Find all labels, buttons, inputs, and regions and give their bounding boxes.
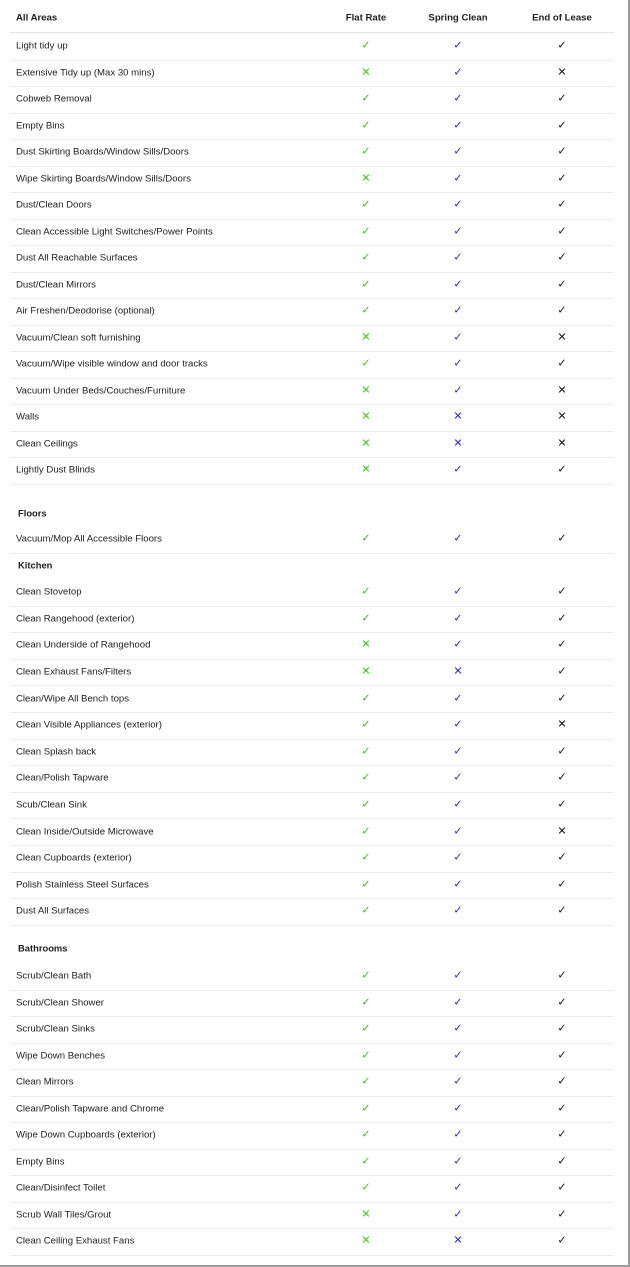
service-label: Vacuum/Mop All Accessible Floors: [16, 533, 162, 545]
end-of-lease-check-icon: ✓: [557, 1128, 567, 1141]
table-row: [10, 86, 614, 114]
service-label: Scub/Clean Sink: [16, 799, 87, 811]
service-label: Polish Stainless Steel Surfaces: [16, 879, 149, 891]
flat-rate-check-icon: ✓: [361, 692, 371, 705]
table-row: [10, 898, 614, 926]
spring-clean-check-icon: ✓: [453, 585, 463, 598]
table-row: [10, 1069, 614, 1097]
flat-rate-cross-icon: ✕: [361, 638, 371, 651]
table-row: [10, 579, 614, 607]
service-label: Clean Ceilings: [16, 438, 78, 450]
service-label: Empty Bins: [16, 1156, 65, 1168]
service-label: Vacuum/Clean soft furnishing: [16, 332, 141, 344]
flat-rate-check-icon: ✓: [361, 225, 371, 238]
end-of-lease-check-icon: ✓: [557, 92, 567, 105]
section-heading-label: Floors: [18, 507, 47, 519]
service-label: Clean Accessible Light Switches/Power Points: [16, 226, 213, 238]
spring-clean-check-icon: ✓: [453, 532, 463, 545]
spring-clean-check-icon: ✓: [453, 1155, 463, 1168]
flat-rate-check-icon: ✓: [361, 745, 371, 758]
flat-rate-check-icon: ✓: [361, 851, 371, 864]
spring-clean-check-icon: ✓: [453, 904, 463, 917]
end-of-lease-check-icon: ✓: [557, 278, 567, 291]
spring-clean-check-icon: ✓: [453, 251, 463, 264]
spring-clean-check-icon: ✓: [453, 718, 463, 731]
spring-clean-check-icon: ✓: [453, 92, 463, 105]
end-of-lease-check-icon: ✓: [557, 225, 567, 238]
section-heading-bathrooms: [10, 932, 614, 964]
service-label: Scrub/Clean Bath: [16, 970, 92, 982]
flat-rate-check-icon: ✓: [361, 1102, 371, 1115]
spring-clean-cross-icon: ✕: [453, 437, 463, 450]
spring-clean-check-icon: ✓: [453, 463, 463, 476]
service-label: Air Freshen/Deodorise (optional): [16, 305, 155, 317]
header-end-of-lease: End of Lease: [532, 12, 592, 24]
flat-rate-check-icon: ✓: [361, 1022, 371, 1035]
spring-clean-check-icon: ✓: [453, 745, 463, 758]
end-of-lease-check-icon: ✓: [557, 771, 567, 784]
end-of-lease-cross-icon: ✕: [557, 384, 567, 397]
end-of-lease-check-icon: ✓: [557, 119, 567, 132]
spring-clean-check-icon: ✓: [453, 145, 463, 158]
end-of-lease-check-icon: ✓: [557, 1208, 567, 1221]
table-row: [10, 526, 614, 554]
flat-rate-cross-icon: ✕: [361, 437, 371, 450]
spring-clean-check-icon: ✓: [453, 1022, 463, 1035]
service-label: Wipe Down Benches: [16, 1050, 106, 1062]
spring-clean-check-icon: ✓: [453, 1075, 463, 1088]
end-of-lease-check-icon: ✓: [557, 1022, 567, 1035]
service-label: Clean/Polish Tapware: [16, 772, 109, 784]
section-heading-floors: [10, 500, 614, 526]
spring-clean-check-icon: ✓: [453, 612, 463, 625]
end-of-lease-check-icon: ✓: [557, 39, 567, 52]
table-row: [10, 739, 614, 767]
service-label: Clean Visible Appliances (exterior): [16, 719, 162, 731]
flat-rate-check-icon: ✓: [361, 718, 371, 731]
service-label: Clean Splash back: [16, 746, 96, 758]
end-of-lease-check-icon: ✓: [557, 904, 567, 917]
spring-clean-check-icon: ✓: [453, 304, 463, 317]
flat-rate-cross-icon: ✕: [361, 1234, 371, 1247]
table-row: [10, 139, 614, 167]
table-row: [10, 272, 614, 300]
service-label: Clean Underside of Rangehood: [16, 639, 151, 651]
spring-clean-check-icon: ✓: [453, 198, 463, 211]
table-row: [10, 166, 614, 194]
table-row: [10, 404, 614, 432]
flat-rate-check-icon: ✓: [361, 198, 371, 211]
table-row: [10, 113, 614, 141]
service-label: Vacuum Under Beds/Couches/Furniture: [16, 385, 186, 397]
service-label: Lightly Dust Blinds: [16, 464, 95, 476]
section-heading-label: Kitchen: [18, 559, 53, 571]
section-heading-kitchen: [10, 552, 614, 578]
table-row: [10, 351, 614, 379]
flat-rate-cross-icon: ✕: [361, 463, 371, 476]
flat-rate-cross-icon: ✕: [361, 66, 371, 79]
flat-rate-check-icon: ✓: [361, 969, 371, 982]
table-header: [10, 4, 614, 33]
header-all-areas: All Areas: [16, 12, 58, 24]
end-of-lease-check-icon: ✓: [557, 1049, 567, 1062]
end-of-lease-check-icon: ✓: [557, 304, 567, 317]
table-row: [10, 192, 614, 220]
flat-rate-check-icon: ✓: [361, 1181, 371, 1194]
end-of-lease-check-icon: ✓: [557, 996, 567, 1009]
end-of-lease-check-icon: ✓: [557, 969, 567, 982]
end-of-lease-check-icon: ✓: [557, 1155, 567, 1168]
end-of-lease-check-icon: ✓: [557, 198, 567, 211]
end-of-lease-check-icon: ✓: [557, 692, 567, 705]
table-row: [10, 1202, 614, 1230]
end-of-lease-check-icon: ✓: [557, 745, 567, 758]
service-label: Walls: [16, 411, 40, 423]
header-flat-rate: Flat Rate: [345, 12, 387, 24]
end-of-lease-check-icon: ✓: [557, 585, 567, 598]
end-of-lease-check-icon: ✓: [557, 851, 567, 864]
flat-rate-check-icon: ✓: [361, 357, 371, 370]
end-of-lease-cross-icon: ✕: [557, 825, 567, 838]
end-of-lease-check-icon: ✓: [557, 357, 567, 370]
end-of-lease-cross-icon: ✕: [557, 410, 567, 423]
table-row: [10, 219, 614, 247]
service-label: Clean/Polish Tapware and Chrome: [16, 1103, 165, 1115]
end-of-lease-cross-icon: ✕: [557, 66, 567, 79]
table-row: [10, 963, 614, 991]
table-row: [10, 1043, 614, 1071]
flat-rate-check-icon: ✓: [361, 1128, 371, 1141]
service-label: Dust All Surfaces: [16, 905, 90, 917]
end-of-lease-check-icon: ✓: [557, 1102, 567, 1115]
table-row: [10, 1096, 614, 1124]
spring-clean-check-icon: ✓: [453, 996, 463, 1009]
flat-rate-check-icon: ✓: [361, 251, 371, 264]
table-row: [10, 457, 614, 485]
flat-rate-check-icon: ✓: [361, 278, 371, 291]
service-label: Clean/Disinfect Toilet: [16, 1182, 106, 1194]
flat-rate-cross-icon: ✕: [361, 665, 371, 678]
table-row: [10, 1228, 614, 1256]
table-row: [10, 1175, 614, 1203]
table-row: [10, 378, 614, 406]
spring-clean-check-icon: ✓: [453, 969, 463, 982]
flat-rate-check-icon: ✓: [361, 825, 371, 838]
section-heading-label: Bathrooms: [18, 942, 68, 954]
spring-clean-check-icon: ✓: [453, 851, 463, 864]
flat-rate-check-icon: ✓: [361, 119, 371, 132]
end-of-lease-check-icon: ✓: [557, 1075, 567, 1088]
service-label: Dust All Reachable Surfaces: [16, 252, 138, 264]
spring-clean-cross-icon: ✕: [453, 1234, 463, 1247]
flat-rate-cross-icon: ✕: [361, 172, 371, 185]
service-label: Wipe Down Cupboards (exterior): [16, 1129, 156, 1141]
flat-rate-check-icon: ✓: [361, 904, 371, 917]
flat-rate-check-icon: ✓: [361, 1049, 371, 1062]
table-row: [10, 325, 614, 353]
service-label: Extensive Tidy up (Max 30 mins): [16, 67, 155, 79]
service-label: Clean Exhaust Fans/Filters: [16, 666, 132, 678]
flat-rate-check-icon: ✓: [361, 39, 371, 52]
end-of-lease-check-icon: ✓: [557, 463, 567, 476]
service-label: Scrub/Clean Shower: [16, 997, 104, 1009]
end-of-lease-check-icon: ✓: [557, 1234, 567, 1247]
spring-clean-check-icon: ✓: [453, 1181, 463, 1194]
end-of-lease-check-icon: ✓: [557, 172, 567, 185]
service-label: Clean Mirrors: [16, 1076, 74, 1088]
service-label: Scrub Wall Tiles/Grout: [16, 1209, 112, 1221]
spring-clean-check-icon: ✓: [453, 225, 463, 238]
table-row: [10, 298, 614, 326]
service-label: Clean Cupboards (exterior): [16, 852, 132, 864]
spring-clean-check-icon: ✓: [453, 384, 463, 397]
table-row: [10, 431, 614, 459]
table-row: [10, 818, 614, 846]
end-of-lease-check-icon: ✓: [557, 251, 567, 264]
service-label: Light tidy up: [16, 40, 68, 52]
table-row: [10, 765, 614, 793]
service-label: Scrub/Clean Sinks: [16, 1023, 95, 1035]
header-spring-clean: Spring Clean: [428, 12, 488, 24]
end-of-lease-check-icon: ✓: [557, 532, 567, 545]
spring-clean-check-icon: ✓: [453, 798, 463, 811]
table-row: [10, 1016, 614, 1044]
flat-rate-check-icon: ✓: [361, 1155, 371, 1168]
service-label: Dust Skirting Boards/Window Sills/Doors: [16, 146, 189, 158]
table-row: [10, 606, 614, 634]
flat-rate-check-icon: ✓: [361, 996, 371, 1009]
spring-clean-check-icon: ✓: [453, 357, 463, 370]
spring-clean-check-icon: ✓: [453, 278, 463, 291]
spring-clean-check-icon: ✓: [453, 119, 463, 132]
end-of-lease-check-icon: ✓: [557, 665, 567, 678]
spring-clean-cross-icon: ✕: [453, 410, 463, 423]
flat-rate-cross-icon: ✕: [361, 410, 371, 423]
table-row: [10, 712, 614, 740]
end-of-lease-check-icon: ✓: [557, 878, 567, 891]
service-label: Clean Rangehood (exterior): [16, 613, 135, 625]
table-row: [10, 33, 614, 61]
flat-rate-check-icon: ✓: [361, 1075, 371, 1088]
end-of-lease-check-icon: ✓: [557, 638, 567, 651]
end-of-lease-check-icon: ✓: [557, 145, 567, 158]
flat-rate-cross-icon: ✕: [361, 384, 371, 397]
spring-clean-check-icon: ✓: [453, 172, 463, 185]
spring-clean-check-icon: ✓: [453, 331, 463, 344]
table-row: [10, 872, 614, 900]
spring-clean-check-icon: ✓: [453, 638, 463, 651]
service-label: Dust/Clean Doors: [16, 199, 92, 211]
flat-rate-check-icon: ✓: [361, 532, 371, 545]
flat-rate-check-icon: ✓: [361, 304, 371, 317]
table-row: [10, 659, 614, 687]
spring-clean-check-icon: ✓: [453, 825, 463, 838]
service-label: Wipe Skirting Boards/Window Sills/Doors: [16, 173, 191, 185]
table-row: [10, 1149, 614, 1177]
flat-rate-check-icon: ✓: [361, 612, 371, 625]
table-row: [10, 990, 614, 1018]
spring-clean-cross-icon: ✕: [453, 665, 463, 678]
flat-rate-cross-icon: ✕: [361, 331, 371, 344]
table-row: [10, 1122, 614, 1150]
end-of-lease-check-icon: ✓: [557, 798, 567, 811]
flat-rate-check-icon: ✓: [361, 585, 371, 598]
service-label: Clean Inside/Outside Microwave: [16, 826, 154, 838]
table-row: [10, 245, 614, 273]
spring-clean-check-icon: ✓: [453, 1128, 463, 1141]
flat-rate-check-icon: ✓: [361, 771, 371, 784]
spring-clean-check-icon: ✓: [453, 66, 463, 79]
spring-clean-check-icon: ✓: [453, 771, 463, 784]
spring-clean-check-icon: ✓: [453, 1102, 463, 1115]
service-label: Dust/Clean Mirrors: [16, 279, 96, 291]
end-of-lease-cross-icon: ✕: [557, 718, 567, 731]
table-row: [10, 845, 614, 873]
spring-clean-check-icon: ✓: [453, 1208, 463, 1221]
service-label: Vacuum/Wipe visible window and door tracks: [16, 358, 208, 370]
flat-rate-check-icon: ✓: [361, 878, 371, 891]
service-label: Cobweb Removal: [16, 93, 92, 105]
service-label: Clean Stovetop: [16, 586, 82, 598]
spring-clean-check-icon: ✓: [453, 692, 463, 705]
table-row: [10, 60, 614, 88]
service-label: Clean Ceiling Exhaust Fans: [16, 1235, 135, 1247]
table-row: [10, 685, 614, 713]
service-label: Empty Bins: [16, 120, 65, 132]
end-of-lease-check-icon: ✓: [557, 612, 567, 625]
end-of-lease-check-icon: ✓: [557, 1181, 567, 1194]
table-row: [10, 792, 614, 820]
flat-rate-check-icon: ✓: [361, 92, 371, 105]
spring-clean-check-icon: ✓: [453, 878, 463, 891]
table-row: [10, 632, 614, 660]
end-of-lease-cross-icon: ✕: [557, 331, 567, 344]
flat-rate-check-icon: ✓: [361, 145, 371, 158]
end-of-lease-cross-icon: ✕: [557, 437, 567, 450]
flat-rate-check-icon: ✓: [361, 798, 371, 811]
flat-rate-cross-icon: ✕: [361, 1208, 371, 1221]
spring-clean-check-icon: ✓: [453, 1049, 463, 1062]
service-label: Clean/Wipe All Bench tops: [16, 693, 130, 705]
spring-clean-check-icon: ✓: [453, 39, 463, 52]
